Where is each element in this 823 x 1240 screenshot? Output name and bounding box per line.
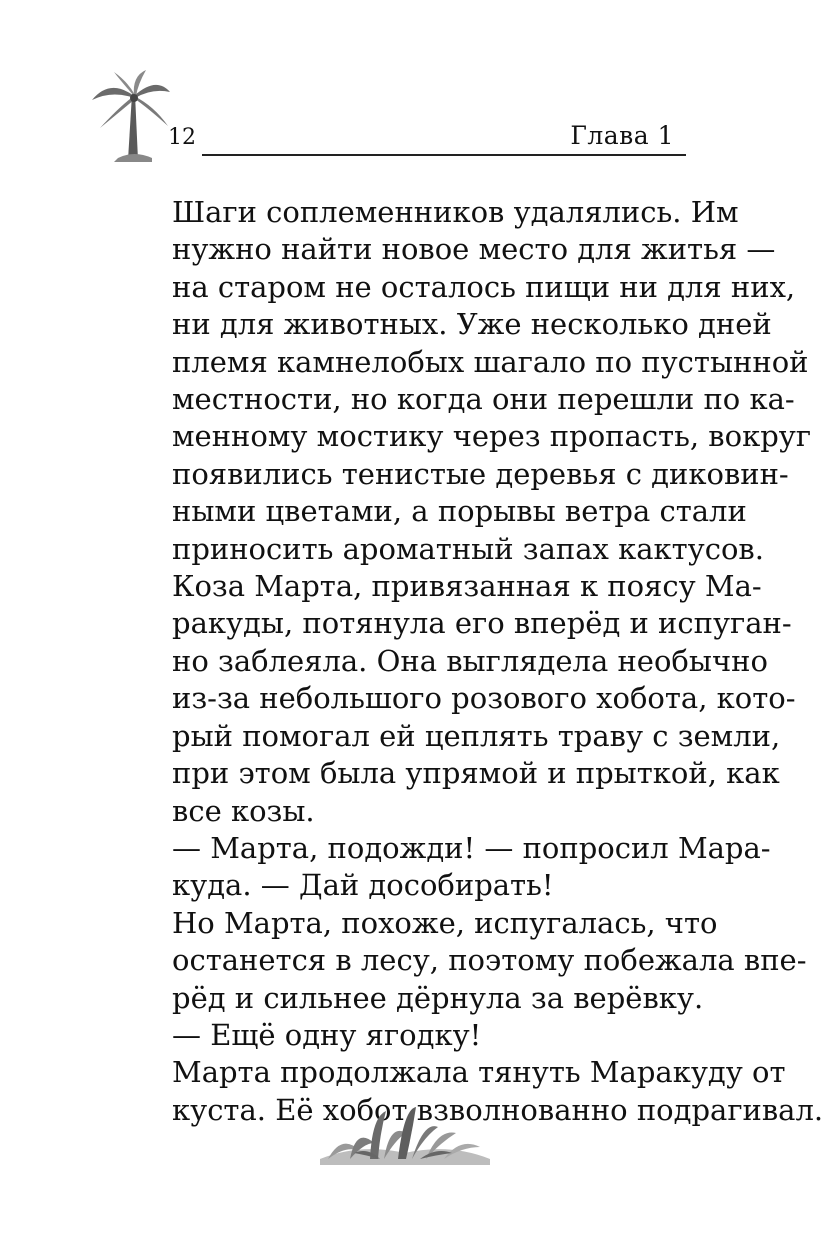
text-line: все козы. [172,793,315,828]
text-line: появились тенистые деревья с диковин- [172,456,789,491]
header-rule [202,154,686,156]
text-line: Но Марта, похоже, испугалась, что [172,905,718,940]
text-line: куста. Её хобот взволнованно подрагивал. [172,1092,823,1127]
text-line: племя камнелобых шагало по пустынной [172,344,809,379]
text-line: рый помогал ей цеплять траву с земли, [172,718,781,753]
text-line: рёд и сильнее дёрнула за верёвку. [172,980,704,1015]
text-line: куда. — Дай дособирать! [172,868,554,903]
text-line: — Марта, подожди! — попросил Мара- [172,830,771,865]
text-line: при этом была упрямой и прыткой, как [172,756,780,791]
chapter-title: Глава 1 [570,121,674,150]
text-line: менному мостику через пропасть, вокруг [172,419,812,454]
text-line: ни для животных. Уже несколько дней [172,307,772,342]
text-line: ными цветами, а порывы ветра стали [172,494,747,529]
palm-tree-icon [90,70,172,162]
page-header [90,64,680,164]
text-line: но заблеяла. Она выглядела необычно [172,643,768,678]
text-line: Марта продолжала тянуть Маракуду от [172,1055,786,1090]
text-line: Шаги соплеменников удалялись. Им [172,195,739,229]
paragraph [140,1017,668,1054]
paragraph [140,194,812,568]
body-text [140,194,823,1129]
text-line: на старом не осталось пищи ни для них, [172,269,796,304]
text-line: ракуды, потянула его вперёд и испуган- [172,606,792,641]
text-line: останется в лесу, поэтому побежала впе- [172,943,807,978]
paragraph [140,568,796,830]
text-line: местности, но когда они перешли по ка- [172,382,795,417]
text-line: Коза Марта, привязанная к поясу Ма- [172,569,762,604]
page-number: 12 [168,125,196,150]
text-line: из-за небольшого розового хобота, кото- [172,681,796,716]
text-line: нужно найти новое место для житья — [172,232,776,267]
text-line: — Ещё одну ягодку! [172,1017,482,1052]
tropical-plants-icon [320,1103,490,1165]
paragraph [140,830,771,905]
paragraph [140,905,807,1017]
text-line: приносить ароматный запах кактусов. [172,531,764,566]
